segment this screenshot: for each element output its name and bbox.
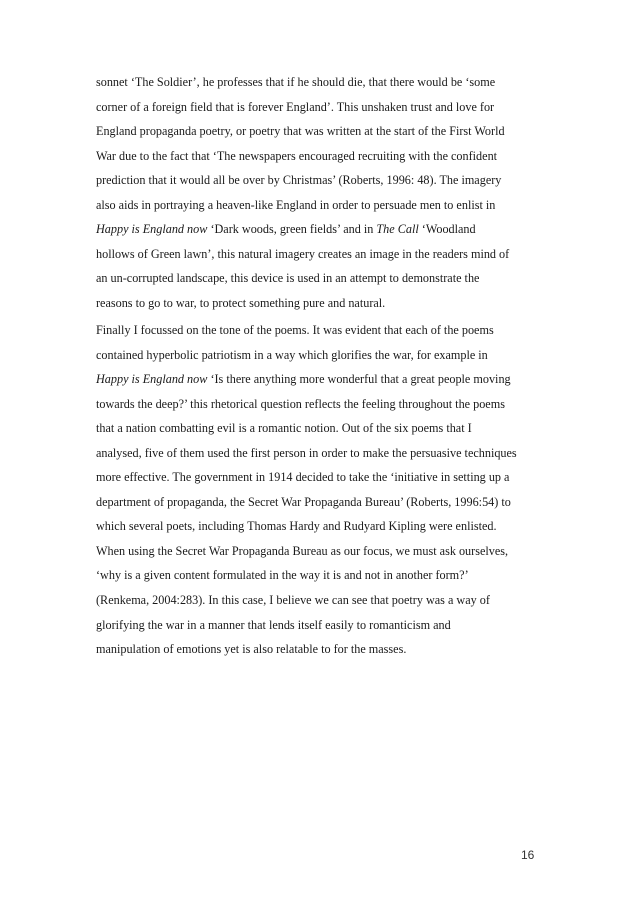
text-line <box>96 144 546 169</box>
text-run: also aids in portraying a heaven-like England in order to persuade men to enlist in <box>96 197 496 212</box>
text-run: department of propaganda, the Secret War Propaganda Bureau’ (Roberts, 1996:54) to <box>96 494 511 509</box>
text-line <box>96 168 546 193</box>
text-line <box>96 70 546 95</box>
text-run: analysed, five of them used the first person in order to make the persuasive techniques <box>96 445 517 460</box>
text-line <box>96 490 546 515</box>
text-run: ‘Is there anything more wonderful that a great people moving <box>207 372 511 387</box>
text-line <box>96 242 546 267</box>
text-line <box>96 539 546 564</box>
text-run: ‘Woodland <box>418 222 476 237</box>
text-run: When using the Secret War Propaganda Bureau as our focus, we must ask ourselves, <box>96 543 509 558</box>
text-line <box>96 119 546 144</box>
text-line <box>96 637 546 662</box>
text-run: England propaganda poetry, or poetry that was written at the start of the First World <box>96 124 505 139</box>
text-run: ‘Dark woods, green fields’ and in <box>207 222 377 237</box>
text-run: corner of a foreign field that is forever England’. This unshaken trust and love for <box>96 99 495 114</box>
text-line <box>96 465 546 490</box>
text-run: more effective. The government in 1914 decided to take the ‘initiative in setting up a <box>96 470 510 485</box>
text-line <box>96 441 546 466</box>
text-run: which several poets, including Thomas Hardy and Rudyard Kipling were enlisted. <box>96 519 497 534</box>
text-run: reasons to go to war, to protect something pure and natural. <box>96 295 386 310</box>
text-run: ‘why is a given content formulated in the way it is and not in another form?’ <box>96 568 469 583</box>
paragraph-1 <box>96 70 546 315</box>
text-run: (Renkema, 2004:283). In this case, I believe we can see that poetry was a way of <box>96 593 490 608</box>
text-line <box>96 392 546 417</box>
text-line <box>96 514 546 539</box>
text-run: an un-corrupted landscape, this device is used in an attempt to demonstrate the <box>96 271 480 286</box>
text-line <box>96 291 546 316</box>
text-run: manipulation of emotions yet is also relatable to for the masses. <box>96 642 407 657</box>
text-run: hollows of Green lawn’, this natural imagery creates an image in the readers mind of <box>96 246 510 261</box>
paragraph-2 <box>96 318 546 662</box>
italic-title: Happy is England now <box>96 222 208 237</box>
text-run: sonnet ‘The Soldier’, he professes that if he should die, that there would be ‘some <box>96 75 496 89</box>
page-number: 16 <box>521 848 535 862</box>
text-line <box>96 367 546 392</box>
text-run: that a nation combatting evil is a romantic notion. Out of the six poems that I <box>96 421 472 436</box>
text-line <box>96 563 546 588</box>
text-run: towards the deep?’ this rhetorical question reflects the feeling throughout the poems <box>96 396 505 411</box>
text-line <box>96 343 546 368</box>
text-run: prediction that it would all be over by Christmas’ (Roberts, 1996: 48). The imagery <box>96 173 502 188</box>
text-line <box>96 588 546 613</box>
text-run: contained hyperbolic patriotism in a way which glorifies the war, for example in <box>96 347 488 362</box>
text-line <box>96 217 546 242</box>
text-line <box>96 613 546 638</box>
italic-title: The Call <box>376 222 419 237</box>
text-run: glorifying the war in a manner that lends itself easily to romanticism and <box>96 617 451 632</box>
text-run: War due to the fact that ‘The newspapers encouraged recruiting with the confident <box>96 148 498 163</box>
text-line <box>96 193 546 218</box>
text-run: Finally I focussed on the tone of the poems. It was evident that each of the poems <box>96 323 494 337</box>
text-line <box>96 318 546 343</box>
text-line <box>96 416 546 441</box>
text-line <box>96 266 546 291</box>
text-line <box>96 95 546 120</box>
italic-title: Happy is England now <box>96 372 208 387</box>
